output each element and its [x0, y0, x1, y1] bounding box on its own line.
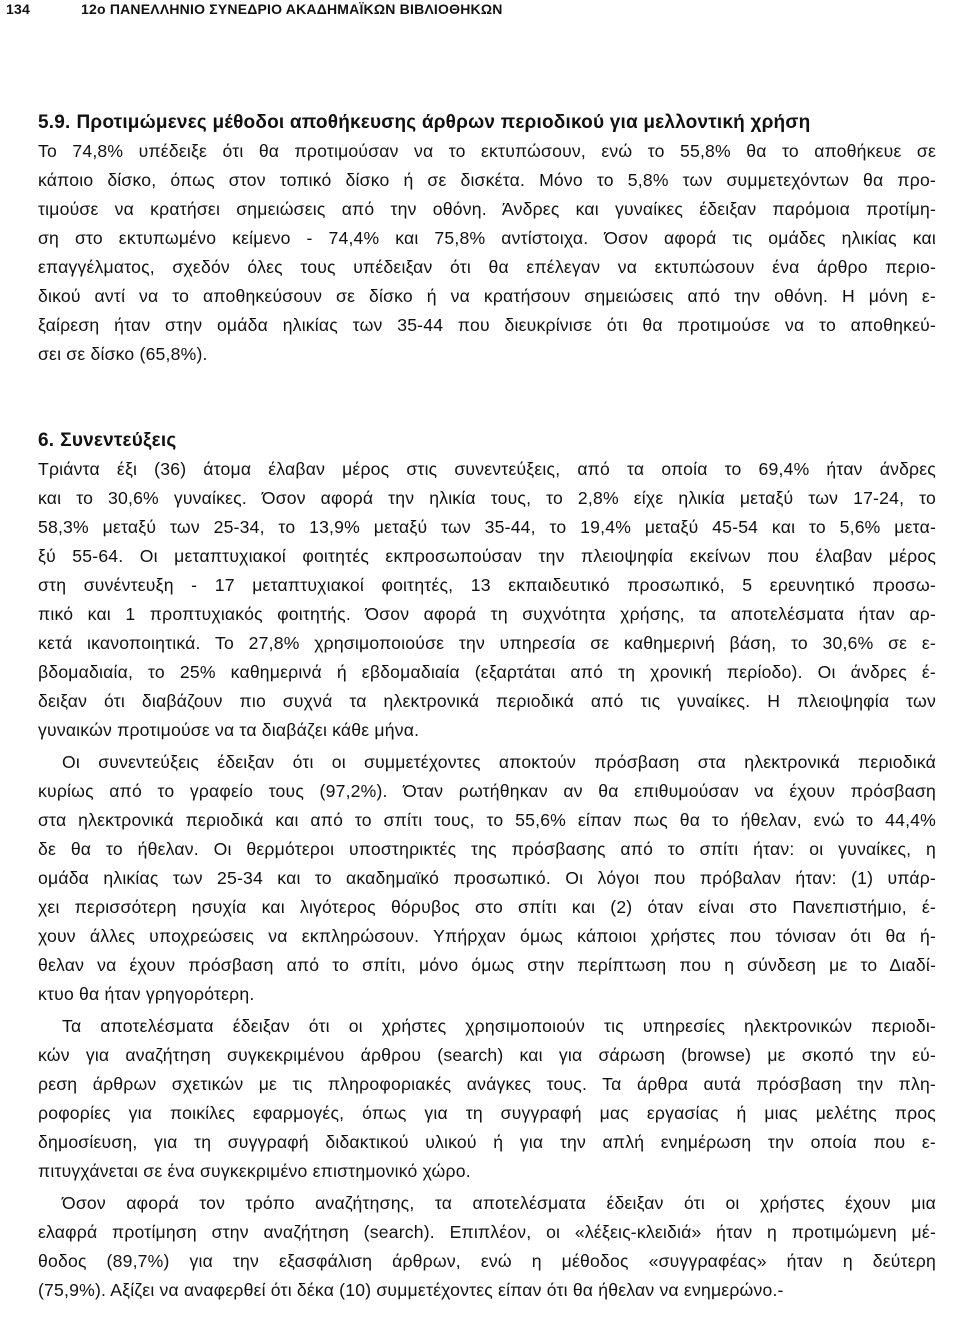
section-heading-6	[38, 426, 936, 455]
text-line: χουν άλλες υποχρεώσεις να εκπληρώσουν. Υπήρχαν όμως κάποιοι χρήστες που τόνισαν ότι θα ή-	[38, 926, 936, 946]
text-line: Όσον αφορά τον τρόπο αναζήτησης, τα αποτελέσματα έδειξαν ότι οι χρήστες έχουν μια	[62, 1193, 936, 1213]
text-line: βδομαδιαία, το 25% καθημερινά ή εβδομαδιαία (εξαρτάται από τη χρονική περίοδο). Οι άνδρες έ-	[38, 662, 936, 682]
text-line: κών για αναζήτηση συγκεκριμένου άρθρου (search) και για σάρωση (browse) με σκοπό την εύ-	[38, 1045, 936, 1065]
paragraph	[38, 748, 936, 1009]
text-line: δε θα το ήθελαν. Οι θερμότεροι υποστηρικτές της πρόσβασης από το σπίτι ήταν: οι γυναίκες, η	[38, 839, 936, 859]
section-title: Συνεντεύξεις	[60, 430, 177, 451]
text-line: τιμούσε να κρατήσει σημειώσεις από την οθόνη. Άνδρες και γυναίκες έδειξαν παρόμοια προτίμη-	[38, 199, 936, 219]
text-line: και το 30,6% γυναίκες. Όσον αφορά την ηλικία τους, το 2,8% είχε ηλικία μεταξύ των 17-24, το	[38, 488, 936, 508]
text-line: Το 74,8% υπέδειξε ότι θα προτιμούσαν να το εκτυπώσουν, ενώ το 55,8% θα το αποθήκευε σε	[38, 141, 936, 161]
section-title: Προτιμώμενες μέθοδοι αποθήκευσης άρθρων περιοδικού για μελλοντική χρήση	[76, 112, 811, 133]
text-line: δικού αντί να το αποθηκεύσουν σε δίσκο ή να κρατήσουν σημειώσεις από την οθόνη. Η μόνη ε-	[38, 286, 936, 306]
body-text	[38, 108, 936, 1308]
text-line: κετά ικανοποιητικά. Το 27,8% χρησιμοποιούσε την υπηρεσία σε καθημερινή βάση, το 30,6% σε ε-	[38, 633, 936, 653]
running-header	[6, 0, 954, 18]
text-line: στα ηλεκτρονικά περιοδικά και από το σπίτι τους, το 55,6% είπαν πως θα το ήθελαν, ενώ το 44,4%	[38, 810, 936, 830]
text-line: κάποιο δίσκο, όπως στον τοπικό δίσκο ή σε δισκέτα. Μόνο το 5,8% των συμμετεχόντων θα προ-	[38, 170, 936, 190]
page-number: 134	[6, 1, 30, 17]
section-number: 5.9.	[38, 112, 71, 133]
paragraph	[38, 1012, 936, 1186]
text-line: κτυο θα ήταν γρηγορότερη.	[38, 984, 255, 1004]
text-line: ξύ 55-64. Οι μεταπτυχιακοί φοιτητές εκπροσωπούσαν την πλειοψηφία εκείνων που έλαβαν μέρος	[38, 546, 936, 566]
text-line: σει σε δίσκο (65,8%).	[38, 344, 208, 364]
text-line: (75,9%). Αξίζει να αναφερθεί ότι δέκα (10) συμμετέχοντες είπαν ότι θα ήθελαν να ενημερώνο.-	[38, 1280, 784, 1300]
text-line: δημοσίευση, για τη συγγραφή διδακτικού υλικού ή για την απλή ενημέρωση την οποία που ε-	[38, 1132, 936, 1152]
text-line: Τριάντα έξι (36) άτομα έλαβαν μέρος στις συνεντεύξεις, από τα οποία το 69,4% ήταν άνδρες	[38, 459, 936, 479]
text-line: στη συνέντευξη - 17 μεταπτυχιακοί φοιτητές, 13 εκπαιδευτικό προσωπικό, 5 ερευνητικό προσω-	[38, 575, 936, 595]
journal-title: 12ο ΠΑΝΕΛΛΗΝΙΟ ΣΥΝΕΔΡΙΟ ΑΚΑΔΗΜΑΪΚΩΝ ΒΙΒΛΙΟΘΗΚΩΝ	[81, 1, 503, 17]
text-line: δειξαν ότι διαβάζουν πιο συχνά τα ηλεκτρονικά περιοδικά από τις γυναίκες. Η πλειοψηφία των	[38, 691, 936, 711]
paragraph	[38, 137, 936, 369]
text-line: ροφορίες για ποικίλες εφαρμογές, όπως για τη συγγραφή μας εργασίας ή μιας μελέτης προς	[38, 1103, 936, 1123]
text-line: Οι συνεντεύξεις έδειξαν ότι οι συμμετέχοντες αποκτούν πρόσβαση στα ηλεκτρονικά περιοδικά	[62, 752, 936, 772]
section-heading-5-9	[38, 108, 936, 137]
text-line: πιτυγχάνεται σε ένα συγκεκριμένο επιστημονικό χώρο.	[38, 1161, 471, 1181]
text-line: γυναικών προτιμούσε να τα διαβάζει κάθε μήνα.	[38, 720, 420, 740]
text-line: θοδος (89,7%) για την εξασφάλιση άρθρων, ενώ η μέθοδος «συγγραφέας» ήταν η δεύτερη	[38, 1251, 936, 1271]
text-line: Τα αποτελέσματα έδειξαν ότι οι χρήστες χρησιμοποιούν τις υπηρεσίες ηλεκτρονικών περιοδι-	[62, 1016, 936, 1036]
text-line: 58,3% μεταξύ των 25-34, το 13,9% μεταξύ των 35-44, το 19,4% μεταξύ 45-54 και το 5,6% μετα-	[38, 517, 936, 537]
text-line: πικό και 1 προπτυχιακός φοιτητής. Όσον αφορά τη συχνότητα χρήσης, τα αποτελέσματα ήταν αρ-	[38, 604, 936, 624]
text-line: ομάδα ηλικίας των 25-34 και το ακαδημαϊκό προσωπικό. Οι λόγοι που πρόβαλαν ήταν: (1) υπάρ-	[38, 868, 936, 888]
text-line: κυρίως από το γραφείο τους (97,2%). Όταν ρωτήθηκαν αν θα επιθυμούσαν να έχουν πρόσβαση	[38, 781, 936, 801]
text-line: ελαφρά προτίμηση στην αναζήτηση (search). Επιπλέον, οι «λέξεις-κλειδιά» ήταν η προτιμώμενη μέ-	[38, 1222, 936, 1242]
text-line: ση στο εκτυπωμένο κείμενο - 74,4% και 75,8% αντίστοιχα. Όσον αφορά τις ομάδες ηλικίας και	[38, 228, 936, 248]
text-line: θελαν να έχουν πρόσβαση από το σπίτι, μόνο όμως στην περίπτωση που η σύνδεση με το Διαδί-	[38, 955, 936, 975]
text-line: ξαίρεση ήταν στην ομάδα ηλικίας των 35-44 που διευκρίνισε ότι θα προτιμούσε να το αποθηκεύ-	[38, 315, 936, 335]
paragraph	[38, 1189, 936, 1305]
text-line: ρεση άρθρων σχετικών με τις πληροφοριακές ανάγκες τους. Τα άρθρα αυτά πρόσβαση την πλη-	[38, 1074, 936, 1094]
paragraph	[38, 455, 936, 745]
text-line: χει περισσότερη ησυχία και λιγότερος θόρυβος στο σπίτι και (2) όταν είναι στο Πανεπιστήμιο, έ-	[38, 897, 936, 917]
section-number: 6.	[38, 430, 55, 451]
text-line: επαγγέλματος, σχεδόν όλες τους υπέδειξαν ότι θα επέλεγαν να εκτυπώσουν ένα άρθρο περιο-	[38, 257, 936, 277]
